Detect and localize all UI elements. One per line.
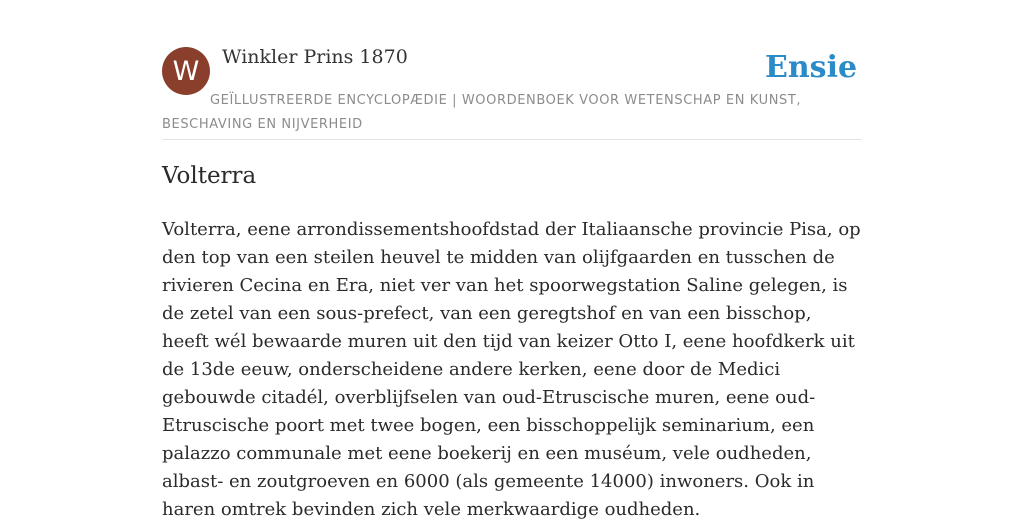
entry-body: Volterra, eene arrondissementshoofdstad der Italiaansche provincie Pisa, op den top van een steilen heuvel te midden van olijfgaarden en tusschen de rivieren Cecina en Era, niet ver van het spoorwegstation Saline gelegen, is de zetel van een sous-prefect, van een geregtshof en van een bisschop, heeft wél bewaarde muren uit den tijd van keizer Otto I, eene hoofdkerk uit de 13de eeuw, onderscheidene andere kerken, eene door de Medici gebouwde citadél, overblijfselen van oud-Etruscische muren, eene oud-Etruscische poort met twee bogen, een bisschoppelijk seminarium, een palazzo communale met eene boekerij en een muséum, vele oudheden, albast- en zoutgroeven en 6000 (als gemeente 14000) inwoners. Ook in haren omtrek bevinden zich vele merkwaardige oudheden. xyxy=(162,219,861,520)
avatar-letter: W xyxy=(172,55,200,87)
entry-title: Volterra xyxy=(162,163,257,189)
header-divider xyxy=(162,139,862,140)
source-title[interactable]: Winkler Prins 1870 xyxy=(222,46,408,68)
source-avatar[interactable] xyxy=(162,47,210,95)
source-subtitle: GEÏLLUSTREERDE ENCYCLOPÆDIE | WOORDENBOEK VOOR WETENSCHAP EN KUNST, BESCHAVING EN NIJVERHEID xyxy=(162,93,802,132)
ensie-logo[interactable]: Ensie xyxy=(765,50,858,85)
